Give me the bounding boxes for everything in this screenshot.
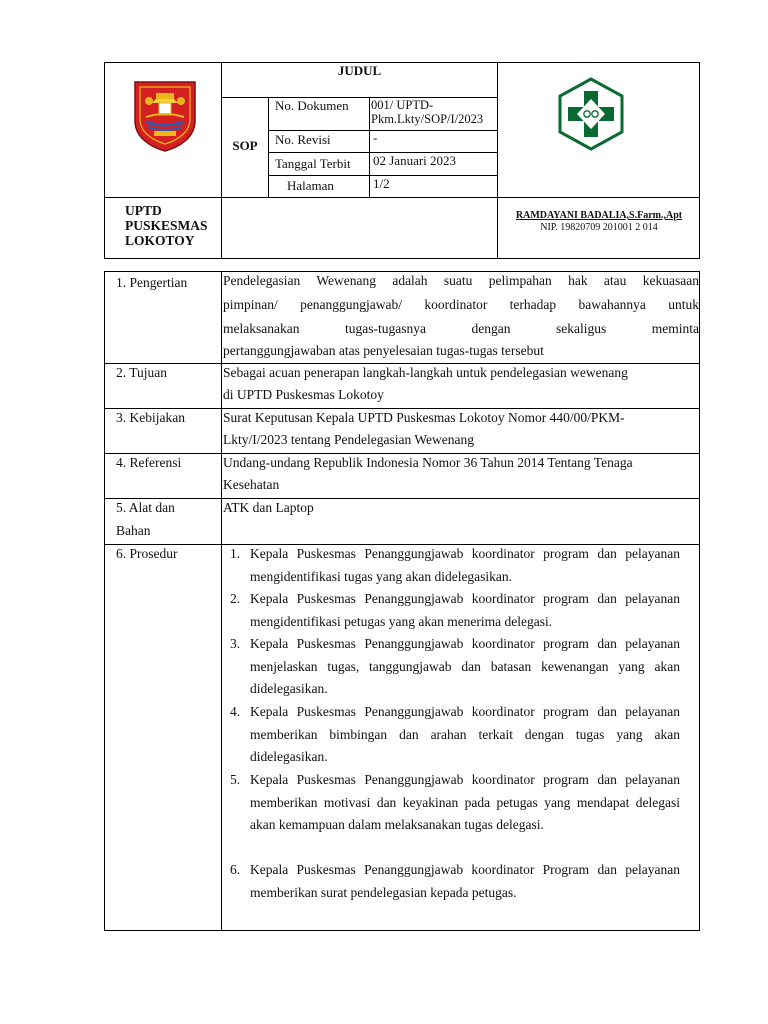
procedure-num: 5. (230, 772, 241, 787)
procedure-text: Kepala Puskesmas Penanggungjawab koordinator Program dan pelayanan memberikan surat pendelegasian kepada petugas. (250, 862, 680, 900)
no-dokumen-value: 001/ UPTD-Pkm.Lkty/SOP/I/2023 (371, 98, 484, 126)
sop-label: SOP (232, 138, 258, 153)
row-label-alat-1: 5. Alat dan (116, 500, 175, 515)
signer-nip: NIP. 19820709 201001 2 014 (540, 222, 658, 233)
puskesmas-logo (557, 77, 625, 151)
procedure-text: Kepala Puskesmas Penanggungjawab koordinator program dan pelayanan menjelaskan tugas, tanggungjawab dan batasan kewenangan yang akan didelegasikan. (250, 636, 680, 696)
org-line-1: UPTD (125, 203, 162, 218)
procedure-num: 6. (230, 862, 241, 877)
procedure-text: Kepala Puskesmas Penanggungjawab koordinator program dan pelayanan memberikan bimbingan dan arahan terkait dengan tugas yang akan didelegasikan. (250, 704, 680, 764)
procedure-text: Kepala Puskesmas Penanggungjawab koordinator program dan pelayanan memberikan motivasi dan keyakinan pada petugas yang mendapat delegasi akan kemampuan dalam melaksanakan tugas delegasi. (250, 772, 680, 832)
tanggal-terbit-label: Tanggal Terbit (275, 156, 351, 171)
org-line-2: PUSKESMAS (125, 218, 208, 233)
referensi-line-2: Kesehatan (223, 477, 280, 492)
kebijakan-line-1: Surat Keputusan Kepala UPTD Puskesmas Lokotoy Nomor 440/00/PKM- (223, 410, 625, 425)
no-revisi-label: No. Revisi (275, 132, 331, 147)
pengertian-line-2: pimpinan/ penanggungjawab/ koordinator terhadap bawahannya untuk (223, 297, 699, 312)
procedure-num: 1. (230, 546, 241, 561)
row-label-prosedur: 6. Prosedur (116, 546, 178, 561)
row-label-alat-2: Bahan (116, 523, 151, 538)
referensi-line-1: Undang-undang Republik Indonesia Nomor 36 Tahun 2014 Tentang Tenaga (223, 455, 633, 470)
procedure-item-6 (230, 859, 680, 904)
procedure-item-2 (230, 588, 680, 633)
row-label-pengertian: 1. Pengertian (116, 275, 188, 290)
procedure-item-3 (230, 633, 680, 701)
row-label-tujuan: 2. Tujuan (116, 365, 168, 380)
no-revisi-value: - (373, 130, 378, 145)
row-label-referensi: 4. Referensi (116, 455, 182, 470)
procedure-item-1 (230, 543, 680, 588)
procedure-text: Kepala Puskesmas Penanggungjawab koordinator program dan pelayanan mengidentifikasi tugas yang akan didelegasikan. (250, 546, 680, 584)
tujuan-line-2: di UPTD Puskesmas Lokotoy (223, 387, 384, 402)
puskesmas-cross-icon (557, 77, 625, 151)
tanggal-terbit-value: 02 Januari 2023 (373, 153, 457, 168)
procedure-num: 2. (230, 591, 241, 606)
procedure-item-5 (230, 769, 680, 859)
tujuan-line-1: Sebagai acuan penerapan langkah-langkah untuk pendelegasian wewenang (223, 365, 628, 380)
procedure-item-4 (230, 701, 680, 769)
signer-name: RAMDAYANI BADALIA,S.Farm.,Apt (515, 210, 683, 221)
alat-text: ATK dan Laptop (223, 500, 314, 515)
org-line-3: LOKOTOY (125, 233, 195, 248)
no-dokumen-label: No. Dokumen (275, 98, 349, 113)
halaman-value: 1/2 (373, 176, 390, 191)
regional-emblem-logo (132, 79, 198, 153)
row-label-kebijakan: 3. Kebijakan (116, 410, 185, 425)
judul-label: JUDUL (337, 63, 382, 78)
pengertian-line-3: melaksanakan tugas-tugasnya dengan sekaligus meminta (223, 321, 699, 336)
pengertian-line-1: Pendelegasian Wewenang adalah suatu pelimpahan hak atau kekuasaan (223, 273, 699, 288)
procedure-num: 4. (230, 704, 241, 719)
procedure-num: 3. (230, 636, 241, 651)
procedure-text: Kepala Puskesmas Penanggungjawab koordinator program dan pelayanan mengidentifikasi petugas yang akan menerima delegasi. (250, 591, 680, 629)
emblem-shield-icon (132, 79, 198, 153)
halaman-label: Halaman (287, 178, 334, 193)
kebijakan-line-2: Lkty/I/2023 tentang Pendelegasian Wewenang (223, 432, 474, 447)
pengertian-line-4: pertanggungjawaban atas penyelesaian tugas-tugas tersebut (223, 343, 544, 358)
